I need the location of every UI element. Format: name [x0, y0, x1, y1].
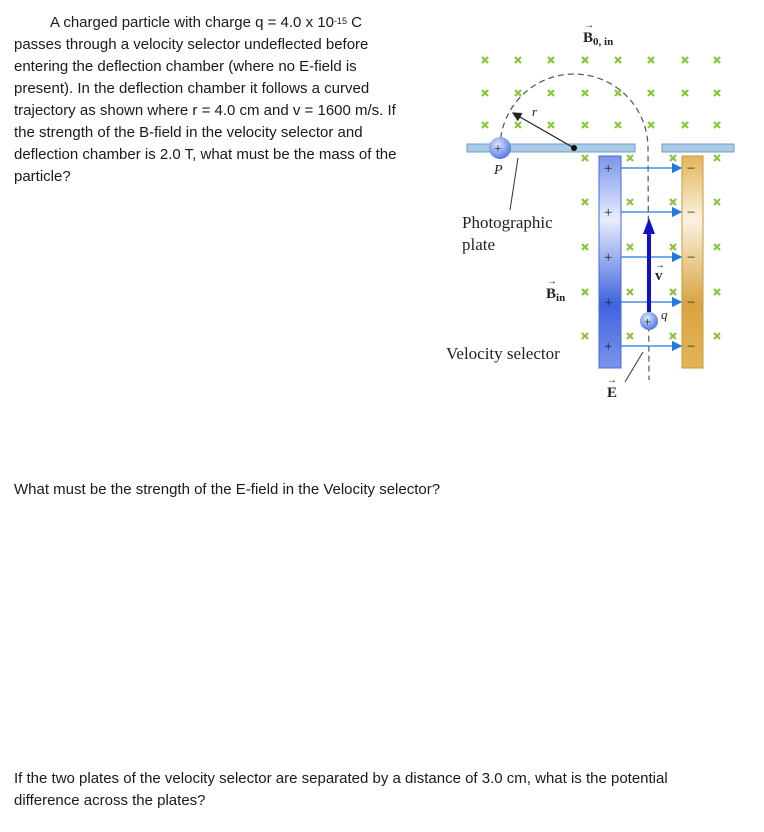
field-x-mark: [582, 289, 588, 295]
field-x-mark: [670, 333, 676, 339]
plus-sign: +: [644, 314, 652, 329]
field-x-mark: [615, 122, 621, 128]
plus-sign: +: [494, 142, 502, 157]
e-pointer: [625, 352, 643, 382]
e-label: E: [607, 385, 618, 401]
field-x-mark: [482, 57, 488, 63]
question-1-line: particle?: [14, 168, 71, 185]
field-x-mark: [515, 57, 521, 63]
radius-label: r: [532, 104, 538, 119]
plus-sign: +: [604, 161, 613, 177]
plus-sign: +: [604, 339, 613, 355]
field-x-mark: [714, 333, 720, 339]
field-x-mark: [670, 155, 676, 161]
question-1-line: present). In the deflection chamber it follows a curved: [14, 80, 370, 97]
question-1-line: passes through a velocity selector undeflected before: [14, 36, 369, 53]
field-x-mark: [582, 90, 588, 96]
field-x-mark: [670, 289, 676, 295]
velocity-arrowhead: [643, 218, 655, 234]
field-x-mark: [714, 57, 720, 63]
field-x-mark: [627, 155, 633, 161]
field-x-mark: [627, 199, 633, 205]
field-x-mark: [648, 57, 654, 63]
svg-text:→: →: [607, 375, 617, 386]
center-dot: [571, 145, 577, 151]
plate-pointer: [510, 158, 518, 210]
minus-sign: −: [687, 205, 696, 221]
field-x-mark: [548, 90, 554, 96]
field-x-mark: [582, 57, 588, 63]
question-3: If the two plates of the velocity selector are separated by a distance of 3.0 cm, what is the potential difference across the plates?: [14, 770, 668, 809]
field-x-mark: [714, 199, 720, 205]
field-x-mark: [714, 244, 720, 250]
plus-sign: +: [604, 250, 613, 266]
field-x-mark: [682, 90, 688, 96]
photographic-plate-label: Photographic: [462, 213, 553, 232]
line-text: A charged particle with charge q = 4.0 x 10: [50, 14, 334, 31]
svg-text:→: →: [547, 276, 557, 287]
photographic-plate-right: [662, 144, 734, 152]
field-x-mark: [714, 289, 720, 295]
question-1-line: trajectory as shown where r = 4.0 cm and v = 1600 m/s. If: [14, 102, 396, 119]
field-x-mark: [548, 122, 554, 128]
velocity-selector-label: Velocity selector: [446, 344, 560, 363]
radius-arrow: [513, 113, 574, 148]
field-x-mark: [582, 155, 588, 161]
minus-sign: −: [687, 161, 696, 177]
question-1-line: deflection chamber is 2.0 T, what must be the mass of the: [14, 146, 397, 163]
q-label: q: [661, 307, 668, 322]
field-x-mark: [582, 244, 588, 250]
field-x-mark: [627, 244, 633, 250]
field-x-mark: [582, 333, 588, 339]
p-label: P: [494, 163, 503, 178]
field-x-mark: [615, 57, 621, 63]
plus-sign: +: [604, 295, 613, 311]
plus-sign: +: [604, 205, 613, 221]
unit: C: [346, 14, 362, 31]
b0-label: $B_{0, in}$: [583, 30, 614, 48]
v-label: v: [655, 268, 663, 284]
field-x-mark: [548, 57, 554, 63]
field-x-mark: [482, 122, 488, 128]
field-x-mark: [648, 122, 654, 128]
photographic-plate-label: plate: [462, 235, 496, 254]
minus-sign: −: [687, 339, 696, 355]
field-x-mark: [670, 244, 676, 250]
field-x-mark: [515, 122, 521, 128]
question-1-line: entering the deflection chamber (where no E-field is: [14, 58, 357, 75]
question-2: What must be the strength of the E-field in the Velocity selector?: [14, 481, 441, 498]
field-x-mark: [682, 122, 688, 128]
field-x-mark: [627, 333, 633, 339]
field-x-mark: [482, 90, 488, 96]
field-x-mark: [615, 90, 621, 96]
minus-sign: −: [687, 295, 696, 311]
minus-sign: −: [687, 250, 696, 266]
field-x-mark: [682, 57, 688, 63]
svg-text:→: →: [584, 20, 594, 31]
field-x-mark: [515, 90, 521, 96]
field-x-mark: [714, 122, 720, 128]
field-x-mark: [627, 289, 633, 295]
exponent: -15: [333, 16, 347, 26]
field-x-mark: [582, 122, 588, 128]
bin-label: $B_{in}$: [546, 286, 566, 304]
field-x-mark: [714, 90, 720, 96]
field-x-mark: [648, 90, 654, 96]
question-1-line: the strength of the B-field in the velocity selector and: [14, 124, 363, 141]
field-x-mark: [714, 155, 720, 161]
field-x-mark: [582, 199, 588, 205]
field-x-mark: [670, 199, 676, 205]
svg-text:→: →: [655, 260, 665, 271]
